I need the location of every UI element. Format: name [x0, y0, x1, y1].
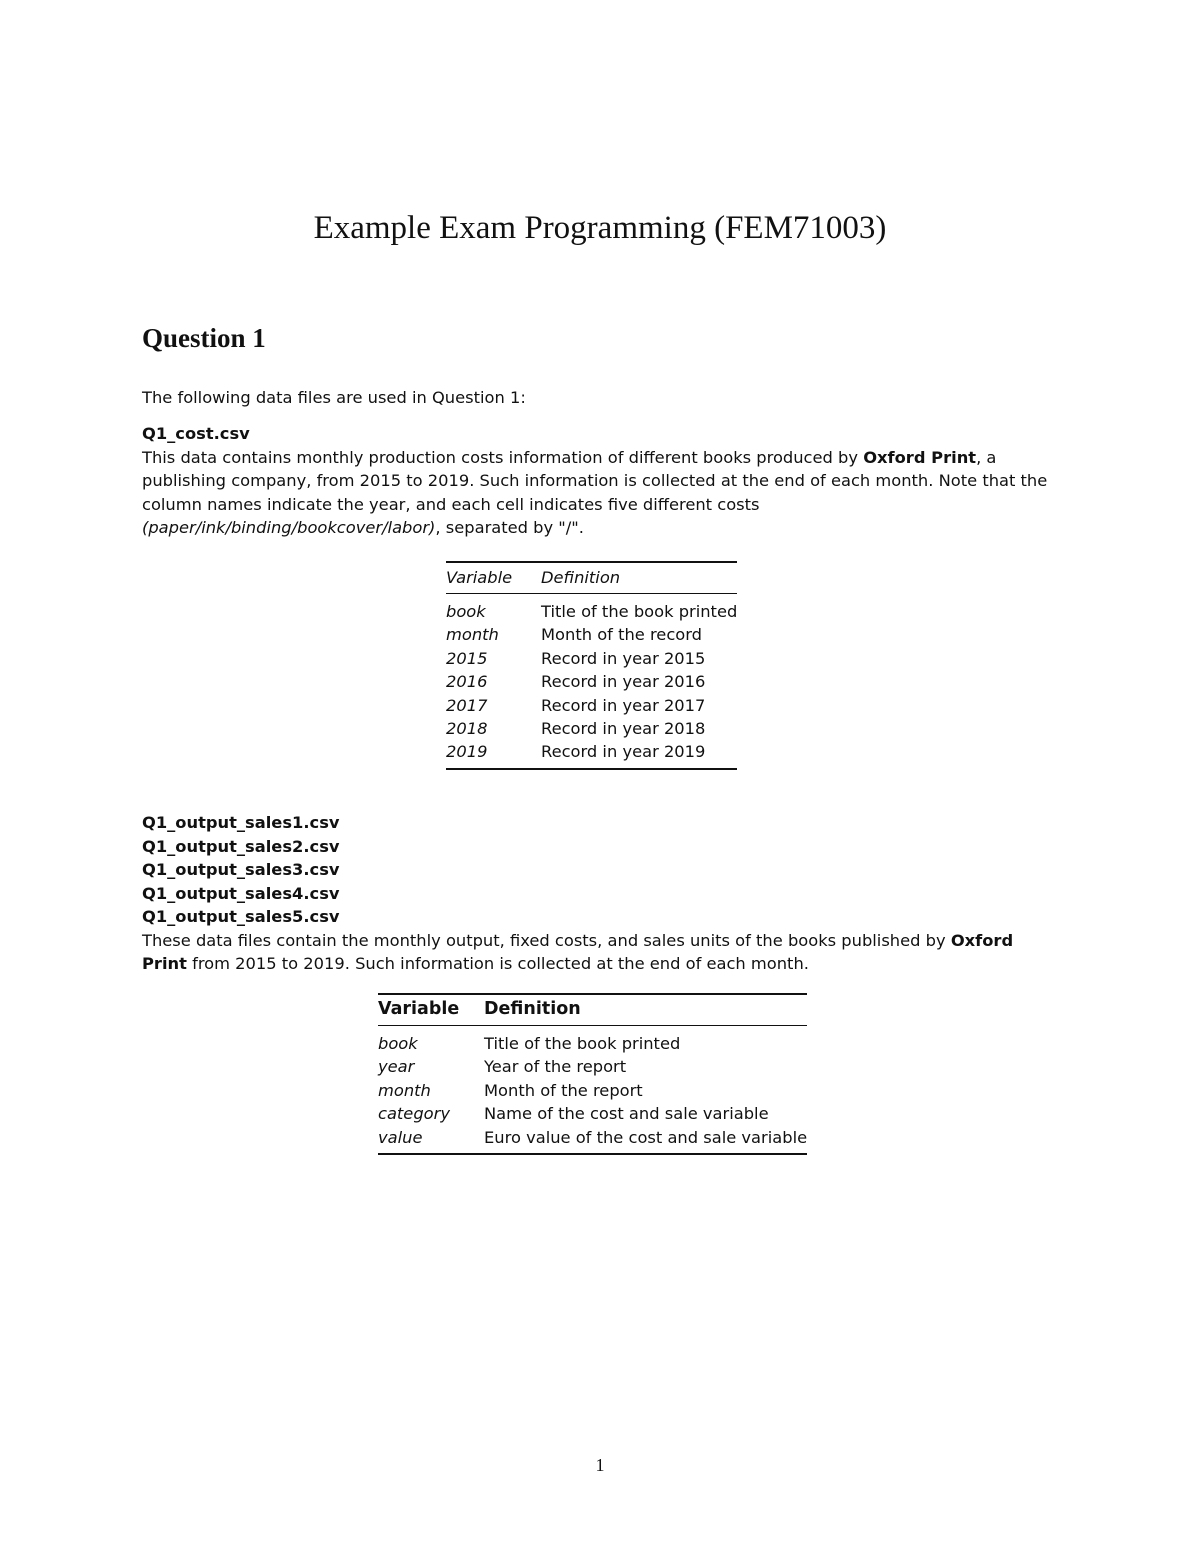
cost-file-description: This data contains monthly production costs information of different books produced by Oxford Print, a publishing company, from 2015 to 2019. Such information is collected at the end of each month. Note that the column names indicate the year, and each cell indicates five different costs (paper/ink/binding/bookcover/labor), separated by "/".: [142, 447, 1048, 537]
cost-types: (paper/ink/binding/bookcover/labor): [142, 518, 436, 537]
table-row: book Title of the book printed: [378, 1034, 681, 1053]
table-row: 2019 Record in year 2019: [446, 740, 737, 768]
output-file-name: Q1_output_sales3.csv: [142, 860, 340, 879]
table-row: value Euro value of the cost and sale variable: [378, 1126, 807, 1154]
table-row: book Title of the book printed: [446, 602, 738, 621]
cost-file-name: Q1_cost.csv: [142, 424, 250, 443]
table-row: category Name of the cost and sale variable: [378, 1104, 769, 1124]
table-row: year Year of the report: [378, 1057, 627, 1077]
company-name: Oxford Print: [142, 930, 1014, 973]
table-header-row: [378, 994, 807, 1026]
sales-variable-table: [378, 993, 807, 1155]
output-file-name: Q1_output_sales1.csv: [142, 813, 340, 832]
cost-variable-table: [446, 561, 737, 770]
company-name: Oxford Print: [863, 447, 977, 467]
page-title: Example Exam Programming (FEM71003): [313, 210, 887, 246]
output-files-description: These data files contain the monthly output, fixed costs, and sales units of the books published by Oxford Print from 2015 to 2019. Such information is collected at the end of each month.: [142, 930, 1014, 973]
table-row: 2015 Record in year 2015: [446, 648, 706, 668]
output-file-name: Q1_output_sales5.csv: [142, 907, 340, 926]
table-row: 2017 Record in year 2017: [446, 695, 706, 715]
question-heading: Question 1: [142, 323, 266, 353]
output-file-name: Q1_output_sales2.csv: [142, 836, 340, 856]
column-header-definition: Definition: [541, 562, 737, 594]
column-header-definition: Definition: [484, 994, 807, 1026]
output-file-name: Q1_output_sales4.csv: [142, 883, 340, 903]
cost-file-section: [142, 422, 1062, 540]
table-header-row: [446, 562, 737, 594]
intro-text: The following data files are used in Question 1:: [142, 388, 526, 407]
table-row: 2016 Record in year 2016: [446, 672, 706, 692]
column-header-variable: Variable: [446, 562, 541, 594]
column-header-variable: Variable: [378, 994, 484, 1026]
output-files-section: [142, 811, 1062, 976]
table-row: 2018 Record in year 2018: [446, 719, 706, 739]
table-row: month Month of the record: [446, 625, 702, 645]
page-number: 1: [595, 1455, 605, 1475]
table-row: month Month of the report: [378, 1080, 643, 1100]
